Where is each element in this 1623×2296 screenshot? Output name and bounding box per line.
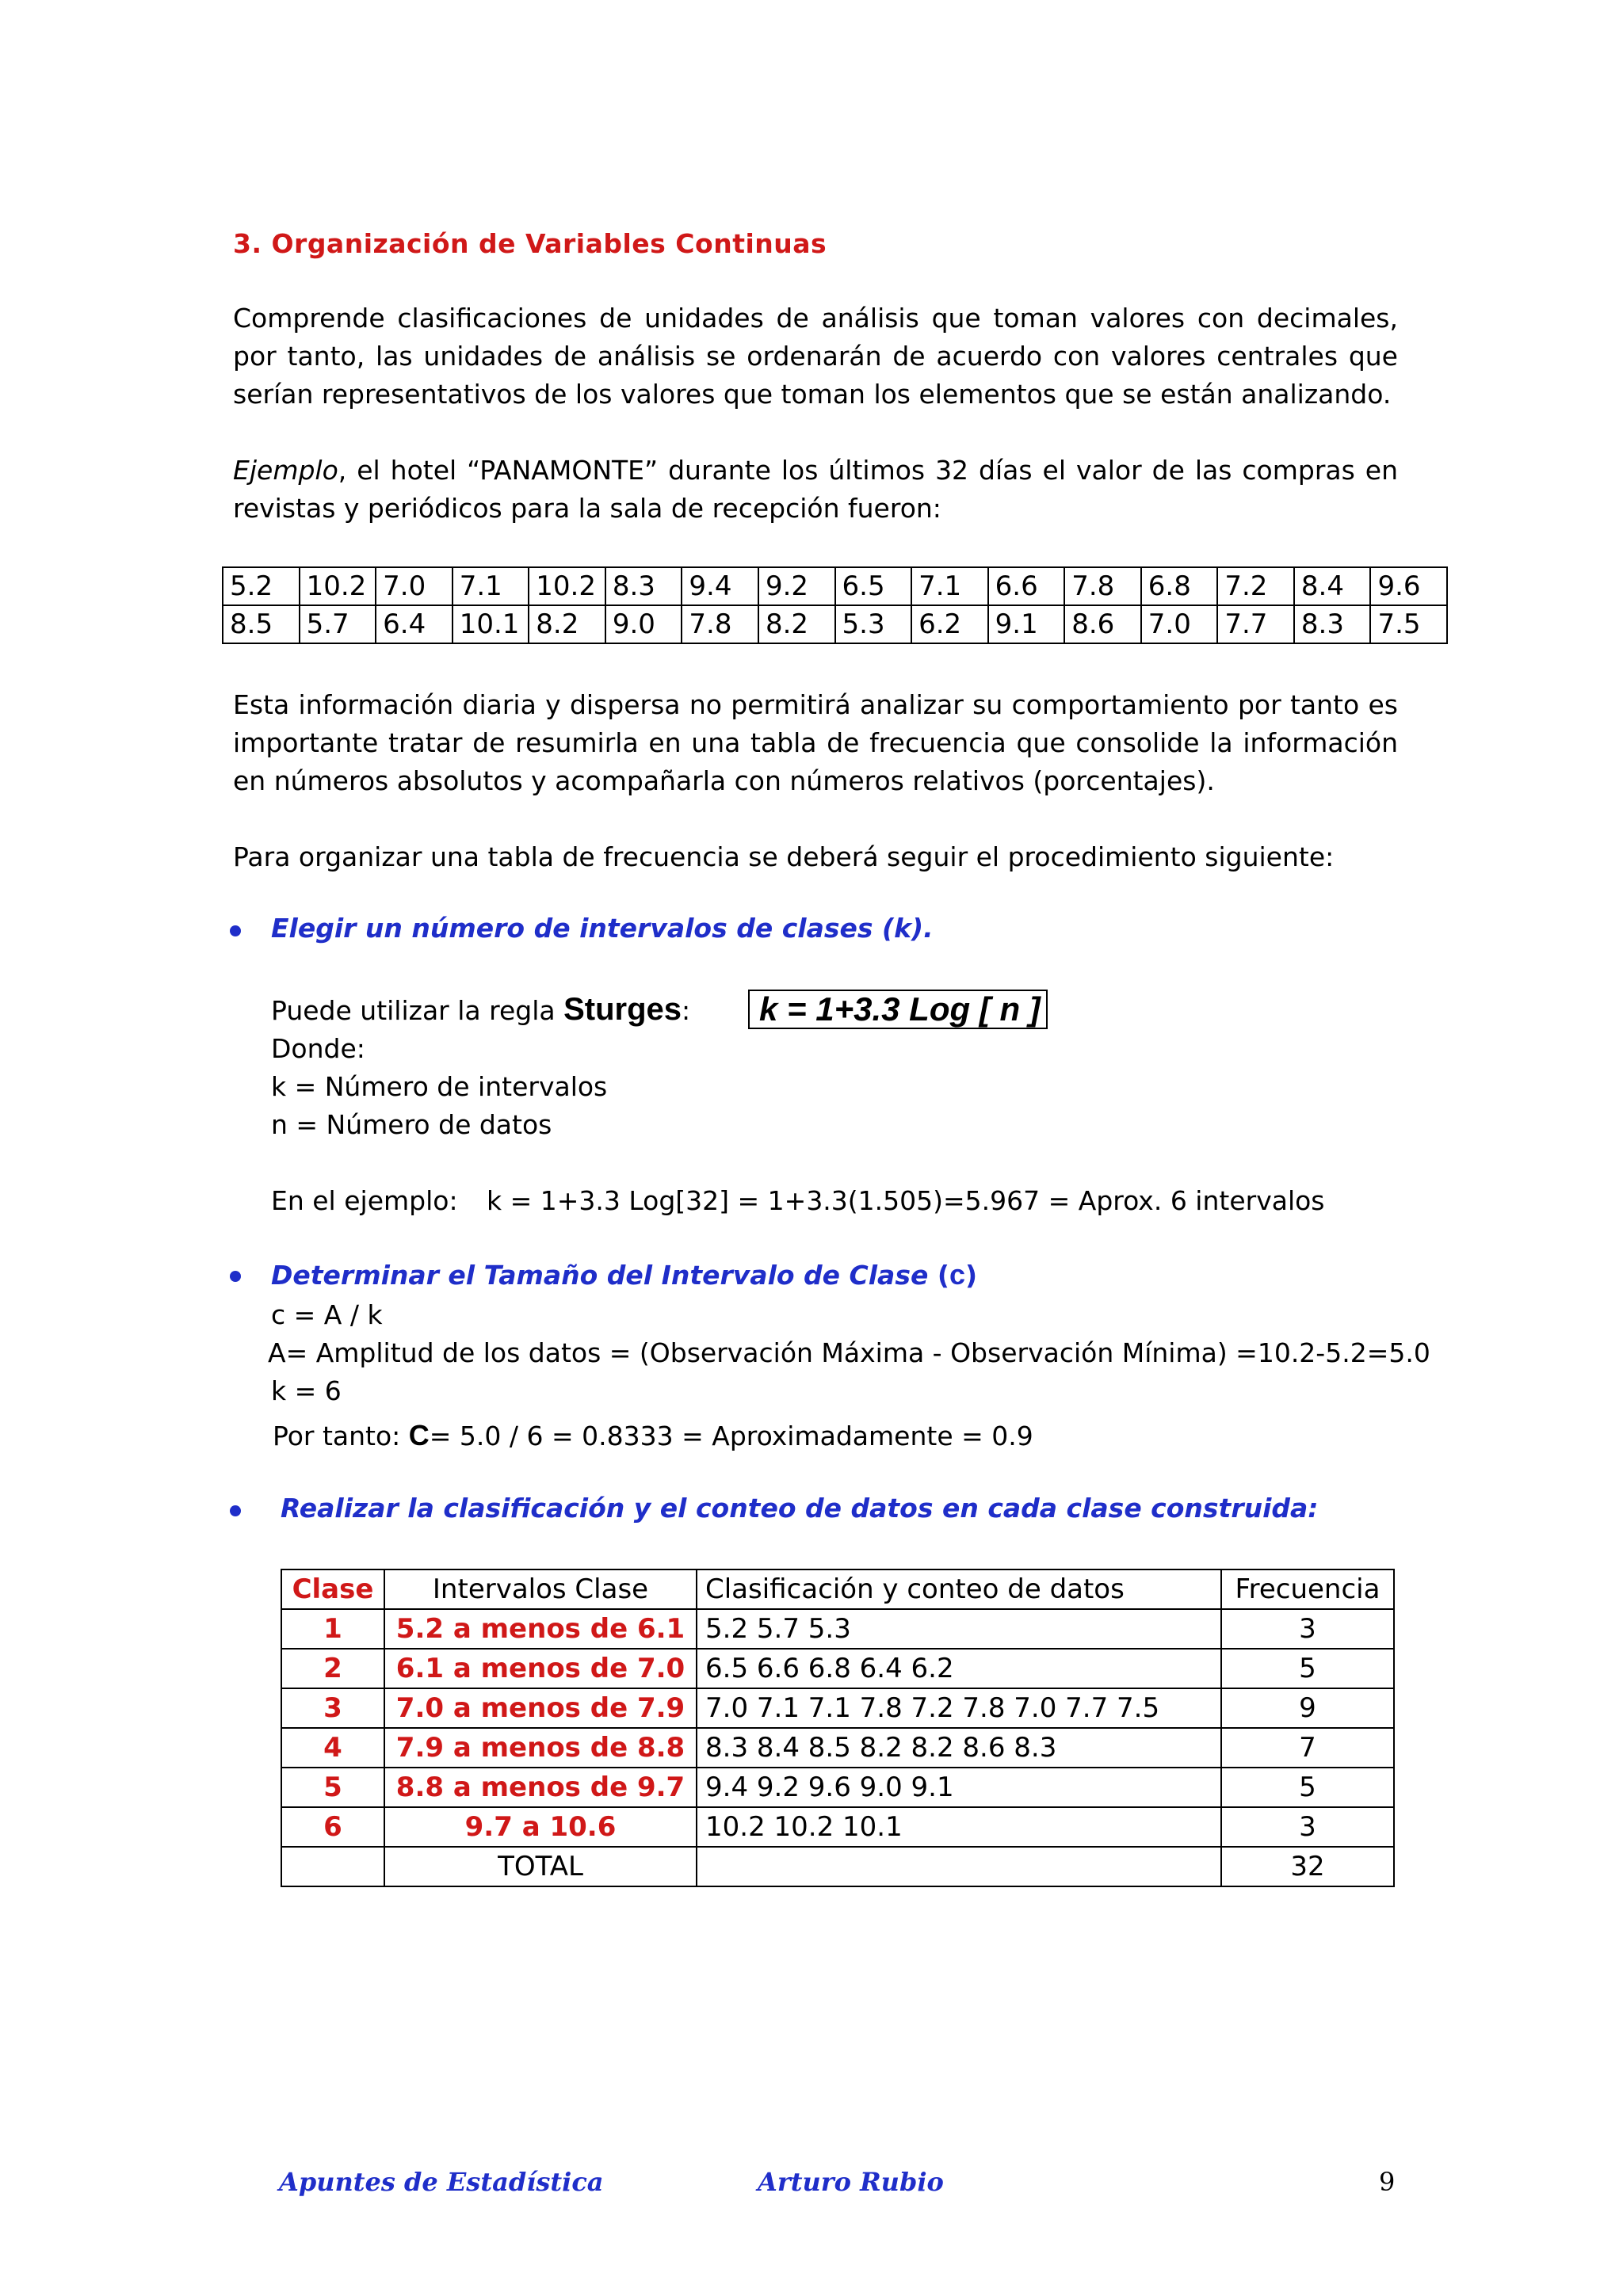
data-cell: 9.1 — [988, 605, 1065, 643]
page-number: 9 — [1379, 2167, 1396, 2197]
data-cell: 5.2 — [223, 567, 300, 605]
donde-label: Donde: — [271, 1033, 365, 1064]
row-intervalo: 6.1 a menos de 7.0 — [384, 1649, 697, 1688]
table-row — [281, 1807, 1394, 1847]
row-frecuencia: 7 — [1221, 1728, 1394, 1768]
row-clase: 1 — [281, 1609, 384, 1649]
row-frecuencia: 5 — [1221, 1768, 1394, 1807]
header-intervalos: Intervalos Clase — [384, 1569, 697, 1609]
sturges-formula-box: k = 1+3.3 Log [ n ] — [748, 990, 1048, 1029]
table-row — [281, 1688, 1394, 1728]
por-tanto-line — [273, 1417, 1033, 1455]
n-definition: n = Número de datos — [271, 1109, 552, 1140]
data-cell: 6.8 — [1141, 567, 1218, 605]
row-frecuencia: 5 — [1221, 1649, 1394, 1688]
row-clase: 5 — [281, 1768, 384, 1807]
data-cell: 8.5 — [223, 605, 300, 643]
frequency-table-header — [281, 1569, 1394, 1609]
data-cell: 6.4 — [376, 605, 453, 643]
intro-paragraph: Comprende clasificaciones de unidades de análisis que toman valores con decimales, por tanto, las unidades de análisis se ordenarán de acuerdo con valores centrales que serían representativos de los valores que toman los elementos que se están analizando. — [233, 303, 1398, 410]
footer-center: Arturo Rubio — [758, 2167, 944, 2197]
data-cell: 10.2 — [300, 567, 376, 605]
c-formula: c = A / k — [271, 1299, 383, 1330]
sturges-prefix: Puede utilizar la regla — [271, 995, 564, 1026]
row-clase: 3 — [281, 1688, 384, 1728]
data-cell: 8.4 — [1294, 567, 1371, 605]
k-value: k = 6 — [271, 1375, 342, 1406]
bullet-step-classification-text: Realizar la clasificación y el conteo de datos en cada clase construida: — [281, 1493, 1319, 1524]
data-cell: 8.3 — [605, 567, 682, 605]
data-cell: 7.8 — [1064, 567, 1141, 605]
data-cell: 7.1 — [453, 567, 529, 605]
row-intervalo: 7.9 a menos de 8.8 — [384, 1728, 697, 1768]
table-row — [223, 567, 1447, 605]
data-cell: 7.0 — [1141, 605, 1218, 643]
bullet-step-interval-size-text: Determinar el Tamaño del Intervalo de Clase — [271, 1260, 929, 1291]
row-clase: 4 — [281, 1728, 384, 1768]
example-paragraph — [233, 452, 1398, 528]
row-intervalo: 9.7 a 10.6 — [384, 1807, 697, 1847]
row-clase: 6 — [281, 1807, 384, 1847]
row-datos: 7.0 7.1 7.1 7.8 7.2 7.8 7.0 7.7 7.5 — [697, 1688, 1221, 1728]
data-cell: 5.7 — [300, 605, 376, 643]
bullet2-paren-open: ( — [928, 1260, 949, 1291]
data-cell: 5.3 — [835, 605, 912, 643]
bullet2-c: c — [949, 1258, 965, 1291]
frequency-table — [281, 1569, 1395, 1887]
table-row — [281, 1609, 1394, 1649]
data-cell: 7.7 — [1217, 605, 1294, 643]
header-clasificacion: Clasificación y conteo de datos — [697, 1569, 1221, 1609]
header-clase: Clase — [281, 1569, 384, 1609]
data-cell: 6.2 — [911, 605, 988, 643]
data-cell: 7.2 — [1217, 567, 1294, 605]
total-empty-cell — [697, 1847, 1221, 1886]
data-cell: 8.2 — [758, 605, 835, 643]
ejemplo-label: En el ejemplo: — [271, 1185, 458, 1216]
bullet-step-interval-size — [233, 1258, 977, 1291]
row-datos: 8.3 8.4 8.5 8.2 8.2 8.6 8.3 — [697, 1728, 1221, 1768]
dispersion-paragraph: Esta información diaria y dispersa no permitirá analizar su comportamiento por tanto es importante tratar de resumirla en una tabla de frecuencia que consolide la información en números absolutos y acompañarla con números relativos (porcentajes). — [233, 689, 1398, 796]
data-cell: 9.2 — [758, 567, 835, 605]
data-cell: 10.2 — [529, 567, 605, 605]
example-text: , el hotel “PANAMONTE” durante los últimos 32 días el valor de las compras en revistas y periódicos para la sala de recepción fueron: — [233, 455, 1398, 524]
data-cell: 8.2 — [529, 605, 605, 643]
row-intervalo: 5.2 a menos de 6.1 — [384, 1609, 697, 1649]
table-row — [223, 605, 1447, 643]
sturges-line — [271, 990, 690, 1030]
row-clase: 2 — [281, 1649, 384, 1688]
data-cell: 7.5 — [1370, 605, 1447, 643]
data-cell: 7.1 — [911, 567, 988, 605]
raw-data-table — [222, 566, 1448, 644]
data-cell: 7.0 — [376, 567, 453, 605]
data-cell: 9.6 — [1370, 567, 1447, 605]
table-row — [281, 1768, 1394, 1807]
row-datos: 9.4 9.2 9.6 9.0 9.1 — [697, 1768, 1221, 1807]
data-cell: 10.1 — [453, 605, 529, 643]
ejemplo-calculation: k = 1+3.3 Log[32] = 1+3.3(1.505)=5.967 = Aprox. 6 intervalos — [487, 1185, 1325, 1216]
data-cell: 7.8 — [682, 605, 758, 643]
data-cell: 8.6 — [1064, 605, 1141, 643]
table-row — [281, 1649, 1394, 1688]
table-row — [281, 1728, 1394, 1768]
header-frecuencia: Frecuencia — [1221, 1569, 1394, 1609]
row-intervalo: 7.0 a menos de 7.9 — [384, 1688, 697, 1728]
row-intervalo: 8.8 a menos de 9.7 — [384, 1768, 697, 1807]
bullet-icon — [230, 925, 241, 936]
row-datos: 5.2 5.7 5.3 — [697, 1609, 1221, 1649]
procedure-paragraph: Para organizar una tabla de frecuencia se deberá seguir el procedimiento siguiente: — [233, 841, 1335, 872]
total-row — [281, 1847, 1394, 1886]
por-tanto-rest: = 5.0 / 6 = 0.8333 = Aproximadamente = 0.9 — [429, 1421, 1033, 1451]
row-datos: 6.5 6.6 6.8 6.4 6.2 — [697, 1649, 1221, 1688]
bullet2-paren-close: ) — [964, 1260, 978, 1291]
k-definition: k = Número de intervalos — [271, 1071, 608, 1102]
bullet-step-classification — [233, 1493, 1319, 1524]
data-cell: 6.5 — [835, 567, 912, 605]
por-tanto-prefix: Por tanto: — [273, 1421, 409, 1451]
total-label: TOTAL — [384, 1847, 697, 1886]
bullet-icon — [230, 1505, 241, 1516]
section-title: 3. Organización de Variables Continuas — [233, 228, 827, 259]
total-empty-cell — [281, 1847, 384, 1886]
row-frecuencia: 3 — [1221, 1807, 1394, 1847]
row-frecuencia: 9 — [1221, 1688, 1394, 1728]
row-frecuencia: 3 — [1221, 1609, 1394, 1649]
bullet-icon — [230, 1271, 241, 1282]
data-cell: 6.6 — [988, 567, 1065, 605]
data-cell: 8.3 — [1294, 605, 1371, 643]
row-datos: 10.2 10.2 10.1 — [697, 1807, 1221, 1847]
data-cell: 9.4 — [682, 567, 758, 605]
por-tanto-c: C — [408, 1419, 430, 1451]
bullet-step-intervals — [233, 913, 934, 944]
footer-left: Apuntes de Estadística — [279, 2167, 604, 2197]
amplitude-definition: A= Amplitud de los datos = (Observación Máxima - Observación Mínima) =10.2-5.2=5.0 — [268, 1337, 1430, 1368]
sturges-word: Sturges — [563, 992, 682, 1027]
data-cell: 9.0 — [605, 605, 682, 643]
example-lead: Ejemplo — [233, 455, 338, 486]
bullet-step-intervals-text: Elegir un número de intervalos de clases (k). — [271, 913, 934, 944]
sturges-colon: : — [682, 995, 691, 1026]
total-value: 32 — [1221, 1847, 1394, 1886]
